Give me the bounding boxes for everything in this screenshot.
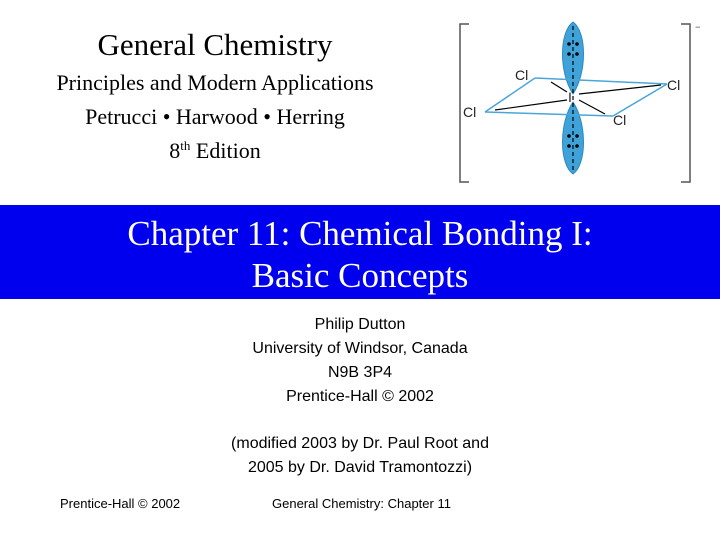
credits	[200, 313, 520, 409]
edition-number: 8	[169, 138, 181, 163]
credit-publisher: Prentice-Hall © 2002	[286, 388, 434, 405]
modification-note	[170, 432, 550, 480]
modification-line2: 2005 by Dr. David Tramontozzi)	[247, 459, 473, 476]
book-edition	[20, 134, 410, 168]
book-authors: Petrucci • Harwood • Herring	[85, 104, 345, 129]
credit-author: Philip Dutton	[314, 316, 406, 333]
ligand-label-lower-right: Cl	[613, 112, 627, 128]
right-bracket	[681, 24, 690, 182]
icl4-molecule-diagram	[455, 18, 700, 188]
book-subtitle: Principles and Modern Applications	[56, 70, 374, 95]
left-bracket	[460, 24, 469, 182]
book-title: General Chemistry	[97, 27, 333, 62]
ligand-label-upper-left: Cl	[515, 67, 529, 83]
central-bonds	[495, 82, 661, 114]
ligand-label-left: Cl	[463, 104, 477, 120]
chapter-title-line1: Chapter 11: Chemical Bonding I:	[127, 214, 593, 253]
footer-chapter: General Chemistry: Chapter 11	[272, 496, 451, 511]
modification-line1: (modified 2003 by Dr. Paul Root and	[231, 435, 489, 452]
chapter-title-line2: Basic Concepts	[251, 256, 469, 295]
central-atom-label: I	[568, 89, 572, 105]
edition-suffix: th	[180, 138, 191, 153]
credit-postal: N9B 3P4	[327, 364, 393, 381]
charge-label: –	[695, 20, 700, 33]
chapter-title-banner	[0, 205, 720, 299]
credit-affiliation: University of Windsor, Canada	[252, 340, 468, 357]
ligand-label-right: Cl	[667, 77, 681, 93]
edition-word: Edition	[195, 138, 261, 163]
footer-copyright: Prentice-Hall © 2002	[60, 496, 181, 511]
book-info	[20, 24, 410, 168]
